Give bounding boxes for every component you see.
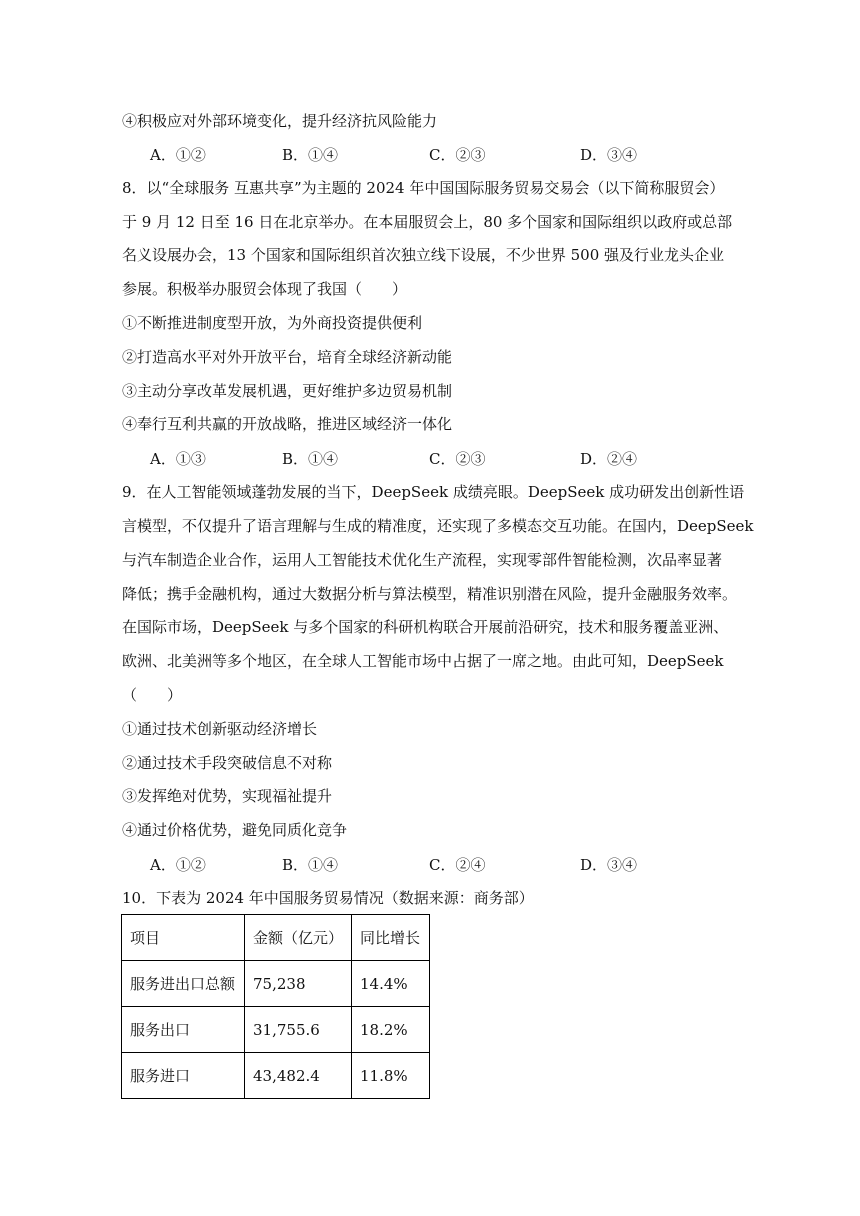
q9-option-c[interactable]: C．②④ bbox=[429, 856, 486, 874]
q8-stem-line: 8．以“全球服务 互惠共享”为主题的 2024 年中国国际服务贸易交易会（以下简称服贸会） bbox=[122, 179, 725, 197]
q8-item-3: ③主动分享改革发展机遇，更好维护多边贸易机制 bbox=[122, 382, 453, 400]
q9-options bbox=[150, 855, 710, 875]
table-header-cell: 同比增长 bbox=[352, 915, 430, 961]
q8-stem-line: 参展。积极举办服贸会体现了我国（ ） bbox=[122, 280, 408, 298]
table-cell: 18.2% bbox=[352, 1007, 430, 1053]
q9-stem-line: 在国际市场，DeepSeek 与多个国家的科研机构联合开展前沿研究，技术和服务覆盖亚洲、 bbox=[122, 618, 729, 636]
q8-option-a[interactable]: A．①③ bbox=[150, 450, 206, 468]
table-header-row bbox=[122, 915, 430, 961]
table-cell: 服务进出口总额 bbox=[122, 961, 245, 1007]
q8-item-2: ②打造高水平对外开放平台，培育全球经济新动能 bbox=[122, 348, 453, 366]
q9-option-b[interactable]: B．①④ bbox=[282, 856, 339, 874]
q7-option-a[interactable]: A．①② bbox=[150, 146, 206, 164]
q8-item-4: ④奉行互利共赢的开放战略，推进区域经济一体化 bbox=[122, 415, 453, 433]
q8-option-d[interactable]: D．②④ bbox=[580, 450, 638, 468]
q8-option-c[interactable]: C．②③ bbox=[429, 450, 486, 468]
table-cell: 11.8% bbox=[352, 1053, 430, 1099]
q7-item-4: ④积极应对外部环境变化，提升经济抗风险能力 bbox=[122, 112, 438, 130]
table-header-cell: 金额（亿元） bbox=[245, 915, 352, 961]
q9-item-1: ①通过技术创新驱动经济增长 bbox=[122, 720, 318, 738]
q9-item-3: ③发挥绝对优势，实现福祉提升 bbox=[122, 787, 333, 805]
q8-option-b[interactable]: B．①④ bbox=[282, 450, 339, 468]
table-cell: 服务进口 bbox=[122, 1053, 245, 1099]
q9-stem-line: 降低；携手金融机构，通过大数据分析与算法模型，精准识别潜在风险，提升金融服务效率。 bbox=[122, 585, 738, 603]
q9-stem-line: 欧洲、北美洲等多个地区，在全球人工智能市场中占据了一席之地。由此可知，DeepSeek bbox=[122, 652, 724, 670]
q8-stem-line: 名义设展办会，13 个国家和国际组织首次独立线下设展，不少世界 500 强及行业龙头企业 bbox=[122, 246, 725, 264]
table-cell: 75,238 bbox=[245, 961, 352, 1007]
q8-item-1: ①不断推进制度型开放，为外商投资提供便利 bbox=[122, 314, 423, 332]
table-header-cell: 项目 bbox=[122, 915, 245, 961]
q9-option-d[interactable]: D．③④ bbox=[580, 856, 638, 874]
q9-item-4: ④通过价格优势，避免同质化竞争 bbox=[122, 821, 348, 839]
q7-option-c[interactable]: C．②③ bbox=[429, 146, 486, 164]
q9-stem-line: 言模型，不仅提升了语言理解与生成的精准度，还实现了多模态交互功能。在国内，DeepSeek bbox=[122, 517, 754, 535]
q9-item-2: ②通过技术手段突破信息不对称 bbox=[122, 754, 333, 772]
q8-stem-line: 于 9 月 12 日至 16 日在北京举办。在本届服贸会上，80 多个国家和国际组织以政府或总部 bbox=[122, 213, 733, 231]
q7-options bbox=[150, 145, 710, 165]
service-trade-table bbox=[121, 914, 430, 1099]
table-cell: 14.4% bbox=[352, 961, 430, 1007]
q9-stem-line: 与汽车制造企业合作，运用人工智能技术优化生产流程，实现零部件智能检测，次品率显著 bbox=[122, 551, 723, 569]
q9-option-a[interactable]: A．①② bbox=[150, 856, 206, 874]
table-cell: 43,482.4 bbox=[245, 1053, 352, 1099]
q9-stem-line: 9．在人工智能领域蓬勃发展的当下，DeepSeek 成绩亮眼。DeepSeek 成功研发出创新性语 bbox=[122, 483, 745, 501]
table-row bbox=[122, 1007, 430, 1053]
table-row bbox=[122, 961, 430, 1007]
q8-options bbox=[150, 449, 710, 469]
q9-stem-line: （ ） bbox=[122, 686, 183, 704]
q10-stem: 10．下表为 2024 年中国服务贸易情况（数据来源：商务部） bbox=[122, 889, 534, 907]
table-cell: 31,755.6 bbox=[245, 1007, 352, 1053]
table-row bbox=[122, 1053, 430, 1099]
q7-option-d[interactable]: D．③④ bbox=[580, 146, 638, 164]
q7-option-b[interactable]: B．①④ bbox=[282, 146, 339, 164]
table-cell: 服务出口 bbox=[122, 1007, 245, 1053]
